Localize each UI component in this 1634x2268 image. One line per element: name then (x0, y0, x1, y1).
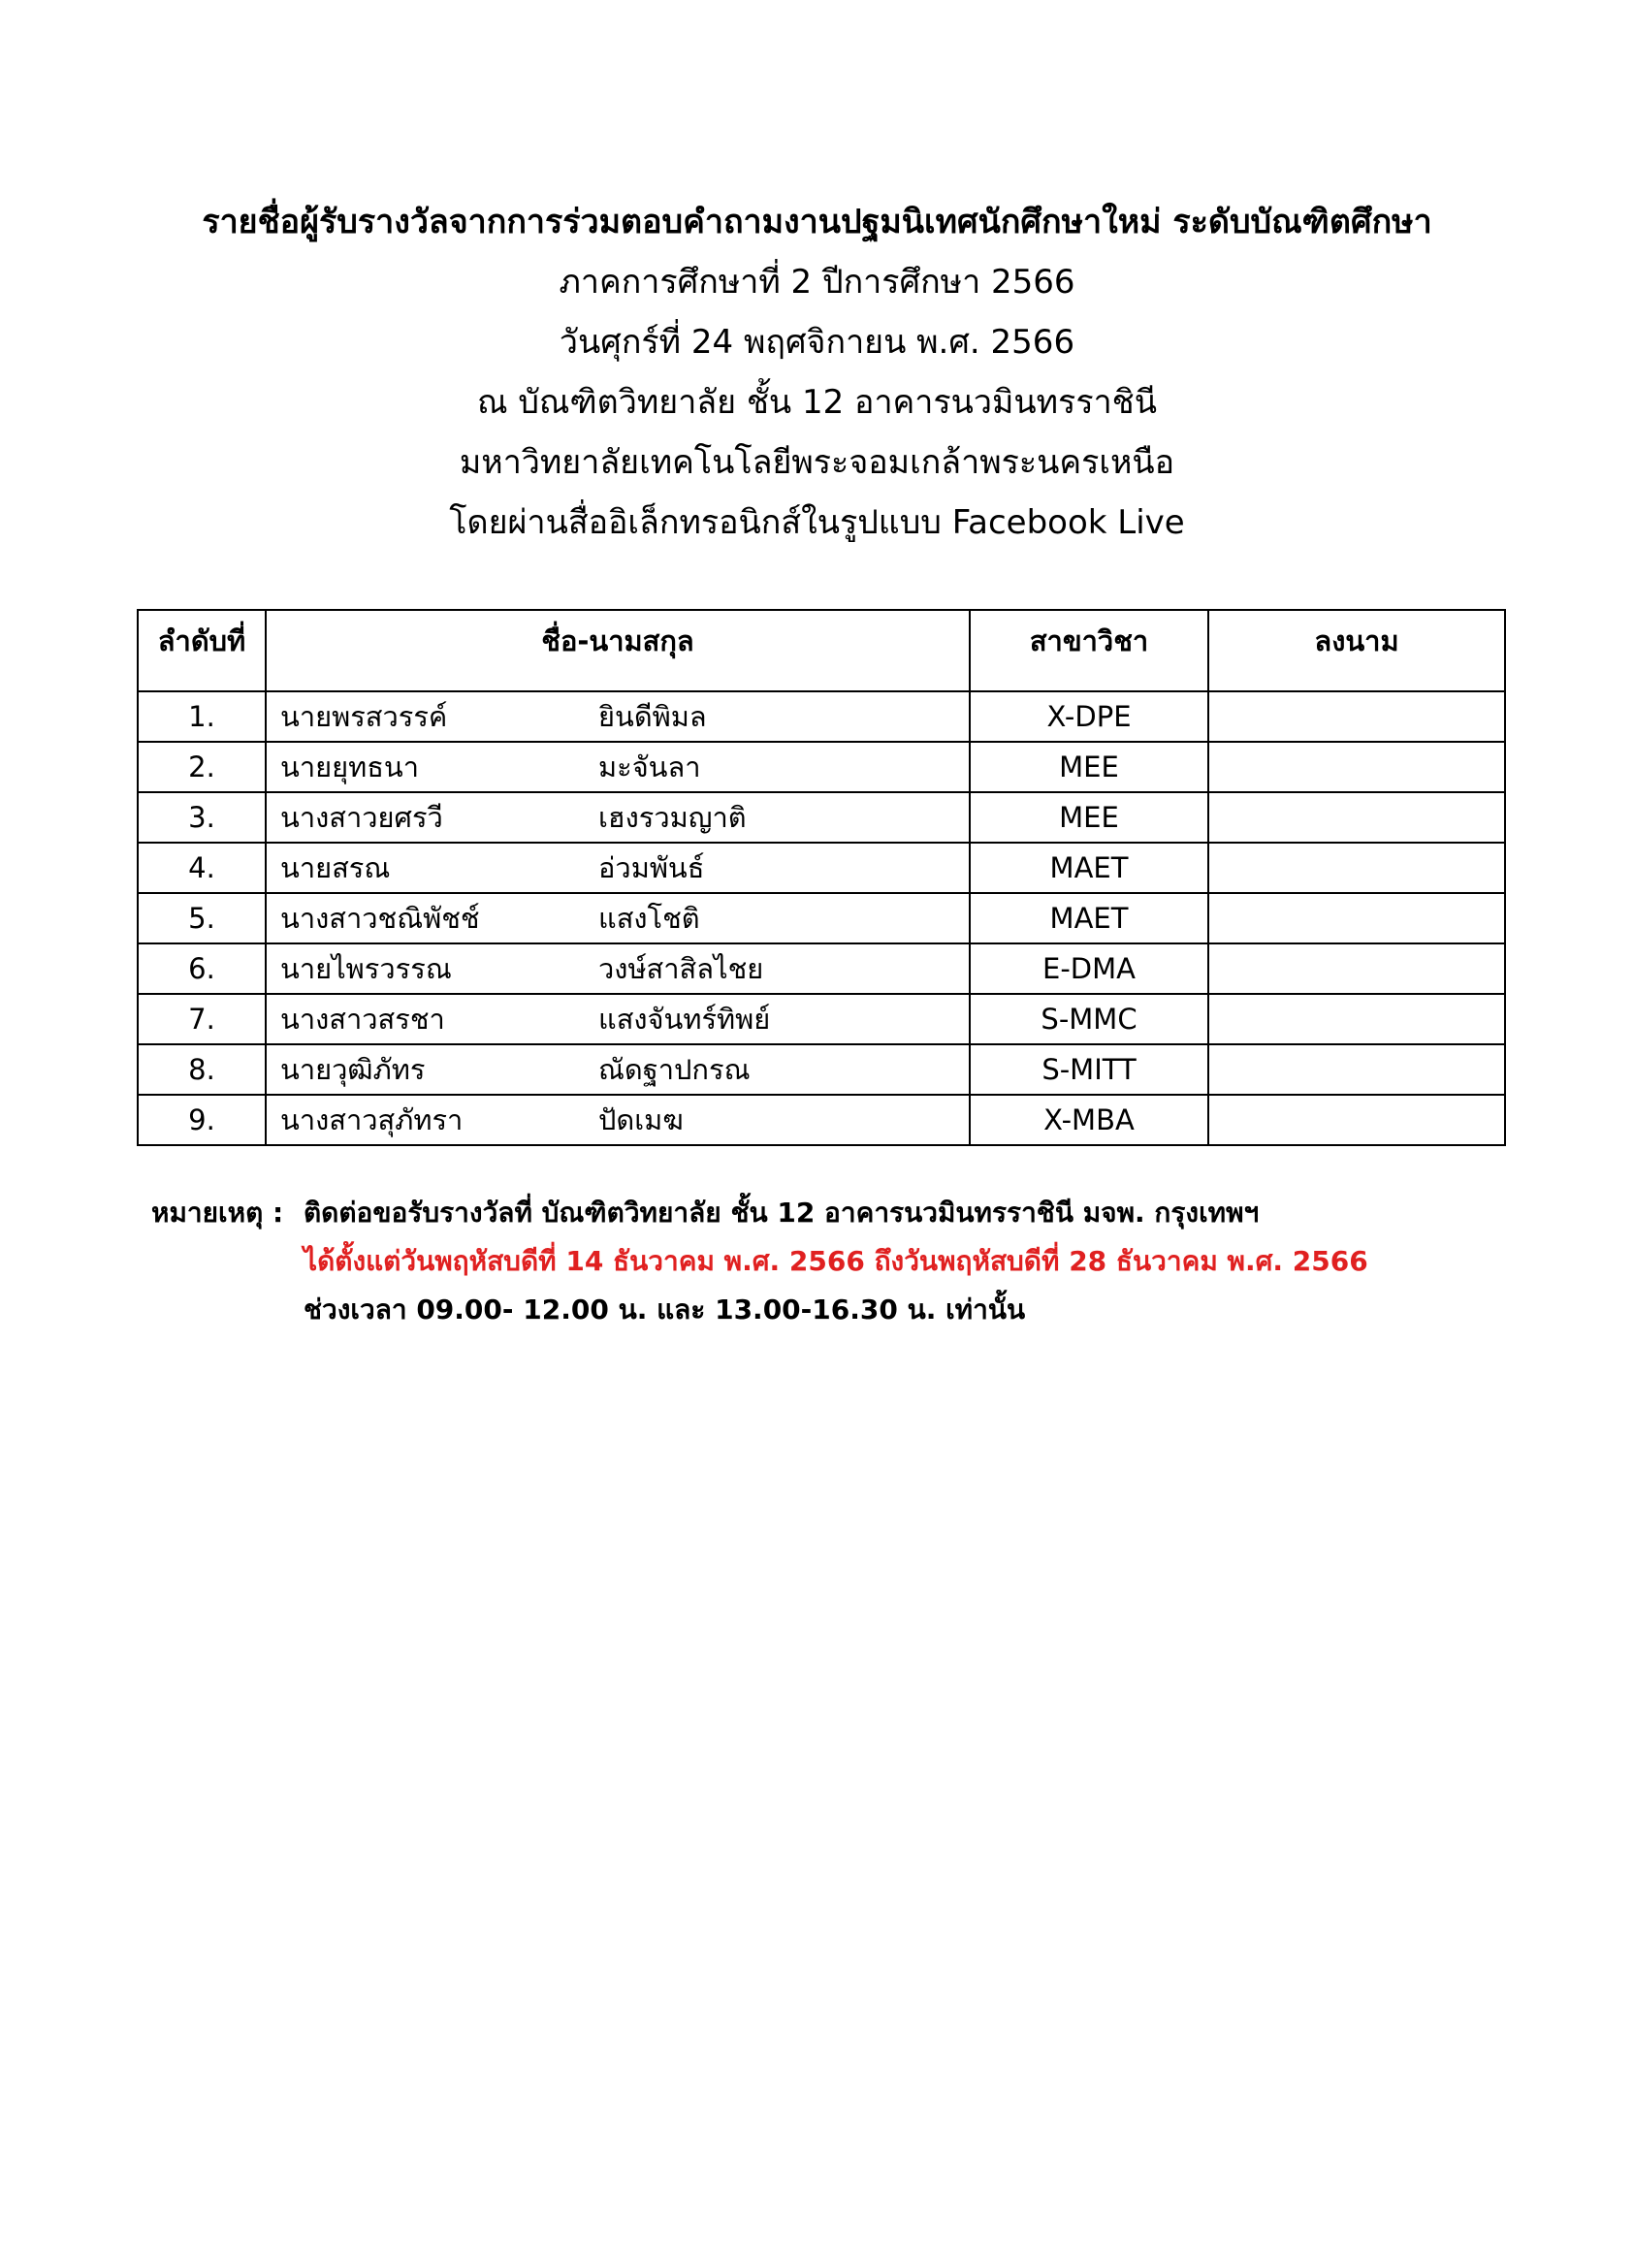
table-row (138, 792, 1505, 843)
row-number: 6. (138, 943, 266, 994)
row-major: S-MITT (970, 1044, 1208, 1095)
row-name-cell (266, 893, 970, 943)
row-major: MEE (970, 742, 1208, 792)
award-recipients-table (137, 609, 1506, 1146)
row-signature-cell (1208, 893, 1505, 943)
row-signature-cell (1208, 994, 1505, 1044)
table-row (138, 943, 1505, 994)
header-major: สาขาวิชา (970, 610, 1208, 691)
table-row (138, 893, 1505, 943)
row-name-cell (266, 742, 970, 792)
row-signature-cell (1208, 943, 1505, 994)
note-contact: ติดต่อขอรับรางวัลที่ บัณฑิตวิทยาลัย ชั้น 12 อาคารนวมินทรราชินี มจพ. กรุงเทพฯ (304, 1197, 1260, 1229)
table-row (138, 994, 1505, 1044)
table-row (138, 742, 1505, 792)
last-name: ณัดฐาปกรณ (598, 1053, 751, 1086)
header-signature: ลงนาม (1208, 610, 1505, 691)
header-name: ชื่อ-นามสกุล (266, 610, 970, 691)
header-date: วันศุกร์ที่ 24 พฤศจิกายน พ.ศ. 2566 (559, 323, 1075, 362)
first-name: นายสรณ (280, 851, 391, 884)
table-row (138, 1095, 1505, 1145)
last-name: แสงโชติ (598, 902, 700, 935)
row-signature-cell (1208, 691, 1505, 742)
first-name: นายพรสวรรค์ (280, 700, 448, 733)
last-name: วงษ์สาสิลไชย (598, 952, 764, 985)
row-name-cell (266, 1095, 970, 1145)
first-name: นางสาวชณิพัชช์ (280, 902, 480, 935)
table-body (138, 691, 1505, 1145)
first-name: นางสาวสรชา (280, 1003, 445, 1036)
row-name-cell (266, 691, 970, 742)
header-title: รายชื่อผู้รับรางวัลจากการร่วมตอบคำถามงานปฐมนิเทศนักศึกษาใหม่ ระดับบัณฑิตศึกษา (202, 203, 1432, 241)
note-row-3 (151, 1286, 1490, 1334)
row-signature-cell (1208, 742, 1505, 792)
note-section (151, 1189, 1490, 1334)
row-number: 5. (138, 893, 266, 943)
row-name-cell (266, 994, 970, 1044)
table-row (138, 691, 1505, 742)
header-semester: ภาคการศึกษาที่ 2 ปีการศึกษา 2566 (559, 263, 1075, 302)
table-row (138, 843, 1505, 893)
row-number: 9. (138, 1095, 266, 1145)
note-dates: ได้ตั้งแต่วันพฤหัสบดีที่ 14 ธันวาคม พ.ศ. 2566 ถึงวันพฤหัสบดีที่ 28 ธันวาคม พ.ศ. 2566 (304, 1245, 1368, 1277)
row-number: 8. (138, 1044, 266, 1095)
row-signature-cell (1208, 1095, 1505, 1145)
first-name: นายยุทธนา (280, 751, 420, 783)
row-major: X-DPE (970, 691, 1208, 742)
row-major: MEE (970, 792, 1208, 843)
table-row (138, 1044, 1505, 1095)
row-signature-cell (1208, 1044, 1505, 1095)
note-hours: ช่วงเวลา 09.00- 12.00 น. และ 13.00-16.30 น. เท่านั้น (304, 1294, 1026, 1326)
row-number: 3. (138, 792, 266, 843)
row-signature-cell (1208, 843, 1505, 893)
note-row-2 (151, 1237, 1490, 1286)
first-name: นายวุฒิภัทร (280, 1053, 426, 1086)
last-name: ยินดีพิมล (598, 700, 707, 733)
row-major: S-MMC (970, 994, 1208, 1044)
table-header-row (138, 610, 1505, 691)
row-major: X-MBA (970, 1095, 1208, 1145)
row-number: 2. (138, 742, 266, 792)
row-number: 7. (138, 994, 266, 1044)
header-channel: โดยผ่านสื่ออิเล็กทรอนิกส์ในรูปแบบ Facebook Live (449, 503, 1185, 542)
last-name: ปัดเมฆ (598, 1103, 684, 1136)
first-name: นางสาวยศรวี (280, 801, 443, 834)
last-name: แสงจันทร์ทิพย์ (598, 1003, 771, 1036)
header-venue: ณ บัณฑิตวิทยาลัย ชั้น 12 อาคารนวมินทรราชินี (476, 383, 1157, 422)
first-name: นายไพรวรรณ (280, 952, 452, 985)
row-major: MAET (970, 893, 1208, 943)
row-name-cell (266, 792, 970, 843)
last-name: มะจันลา (598, 751, 701, 783)
row-number: 1. (138, 691, 266, 742)
last-name: เฮงรวมญาติ (598, 801, 747, 834)
header-university: มหาวิทยาลัยเทคโนโลยีพระจอมเกล้าพระนครเหนือ (459, 443, 1175, 482)
row-signature-cell (1208, 792, 1505, 843)
row-major: E-DMA (970, 943, 1208, 994)
row-number: 4. (138, 843, 266, 893)
row-name-cell (266, 943, 970, 994)
row-major: MAET (970, 843, 1208, 893)
note-row-1 (151, 1189, 1490, 1237)
first-name: นางสาวสุภัทรา (280, 1103, 464, 1136)
last-name: อ่วมพันธ์ (598, 851, 705, 884)
note-label: หมายเหตุ : (151, 1197, 284, 1229)
header-no: ลำดับที่ (138, 610, 266, 691)
row-name-cell (266, 1044, 970, 1095)
document-header (0, 192, 1634, 553)
row-name-cell (266, 843, 970, 893)
